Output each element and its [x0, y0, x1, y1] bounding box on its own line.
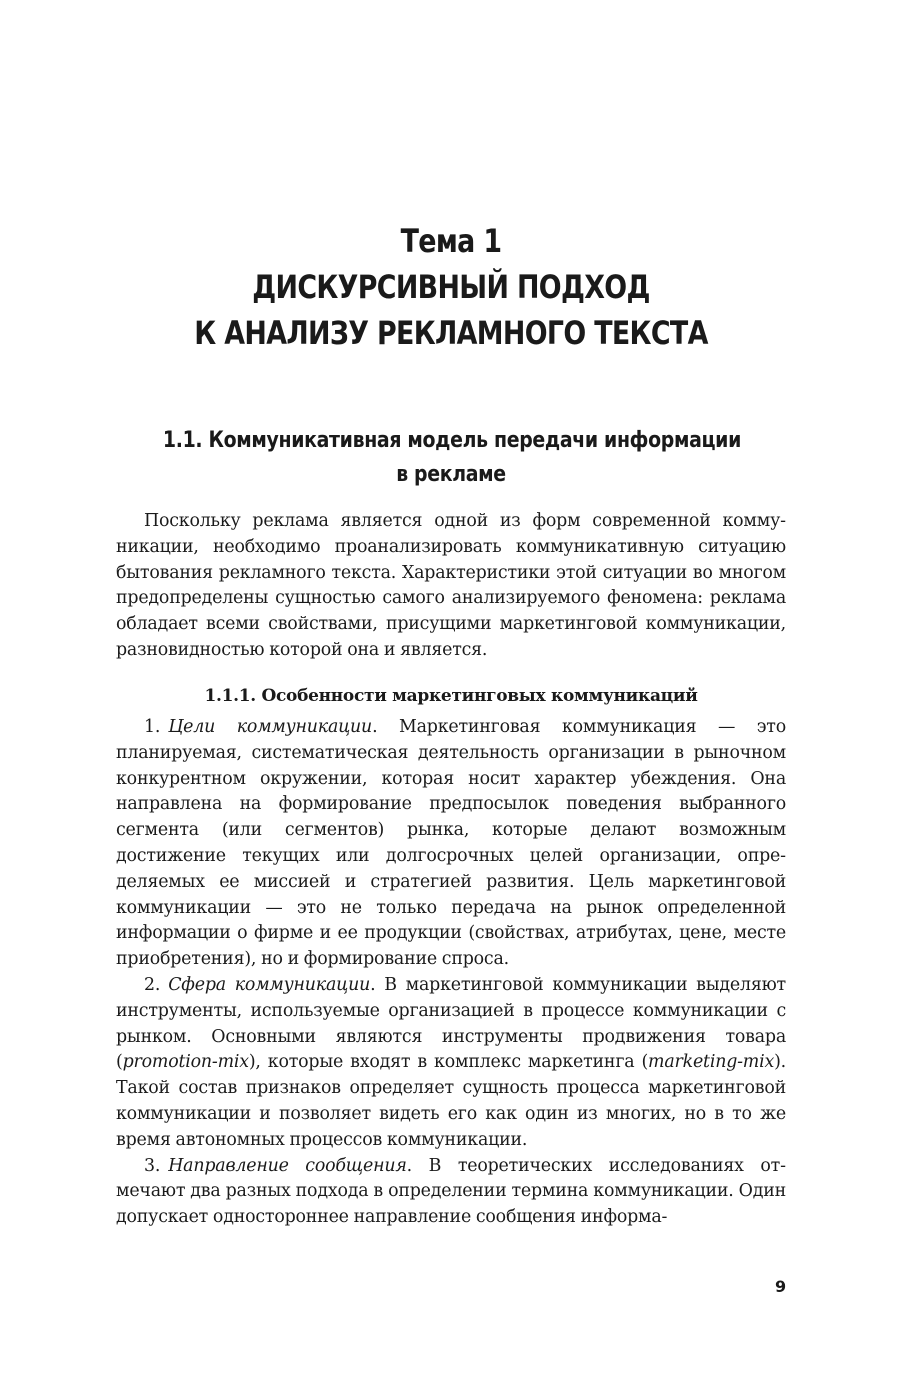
subsection-heading: 1.1.1. Особенности маркетинговых коммуникаций	[204, 686, 698, 706]
item-text: ). Такой состав признаков определяет сущность процесса маркетинговой коммуникации и позволяет видеть его как один из многих, но в то же время автономных процессов коммуникации.	[116, 1052, 786, 1150]
chapter-title-line-2: К АНАЛИЗУ РЕКЛАМНОГО ТЕКСТА	[194, 314, 708, 352]
item-direction	[116, 1154, 786, 1231]
item-number: 2.	[144, 974, 161, 995]
intro-paragraph: Поскольку реклама является одной из форм современной коммуникации, необходимо проанализировать коммуникативную ситуацию бытования рекламного текста. Характеристики этой ситуации во многом предопределены сущностью самого анализируемого феномена: реклама обладает всеми свойствами, присущими маркетинговой коммуникации, разновидностью которой она и является.	[116, 511, 786, 660]
page-number: 9	[775, 1277, 787, 1296]
item-text: . Маркетинговая коммуникация — это планируемая, систематическая деятельность организации в рыночном конкурентном окружении, которая носит характер убеждения. Она направлена на формирование предпосылок поведения выбранного сегмента (или сегментов) рынка, которые делают возможным достижение текущих или долгосрочных целей организации, определяемых ее миссией и стратегией развития. Цель маркетинговой коммуникации — это не только передача на рынок определенной информации о фирме и ее продукции (свойствах, атрибутах, цене, месте приобретения), но и формирование спроса.	[116, 717, 786, 970]
section-title-line-1: 1.1. Коммуникативная модель передачи информации	[162, 428, 742, 453]
numbered-items	[116, 715, 786, 1231]
item-number: 1.	[144, 717, 161, 737]
chapter-title-line-1: ДИСКУРСИВНЫЙ ПОДХОД	[252, 268, 650, 306]
item-text: ), которые входят в комплекс маркетинга (	[248, 1052, 649, 1073]
item-term: Цели коммуникации	[168, 717, 373, 737]
item-number: 3.	[144, 1155, 161, 1176]
item-sphere	[116, 973, 786, 1154]
item-term-marketing-mix: marketing-mix	[648, 1052, 775, 1073]
item-term-promotion-mix: promotion-mix	[122, 1052, 249, 1073]
section-heading	[162, 424, 742, 492]
section-title-line-2: в рекламе	[396, 462, 506, 487]
chapter-label: Тема 1	[400, 222, 502, 260]
item-term: Направление сообщения	[168, 1155, 407, 1176]
item-text: . В теоретических исследованиях отмечают два разных подхода в определении термина коммуникации. Один допускает одностороннее направление сообщения информа-	[116, 1155, 786, 1228]
item-goals	[116, 715, 786, 973]
item-term: Сфера коммуникации	[168, 974, 371, 995]
item-text: . В маркетинговой коммуникации выделяют инструменты, используемые организацией в процессе коммуникации с рынком. Основными являются инструменты продвижения товара (	[116, 974, 786, 1073]
chapter-heading	[170, 218, 733, 356]
